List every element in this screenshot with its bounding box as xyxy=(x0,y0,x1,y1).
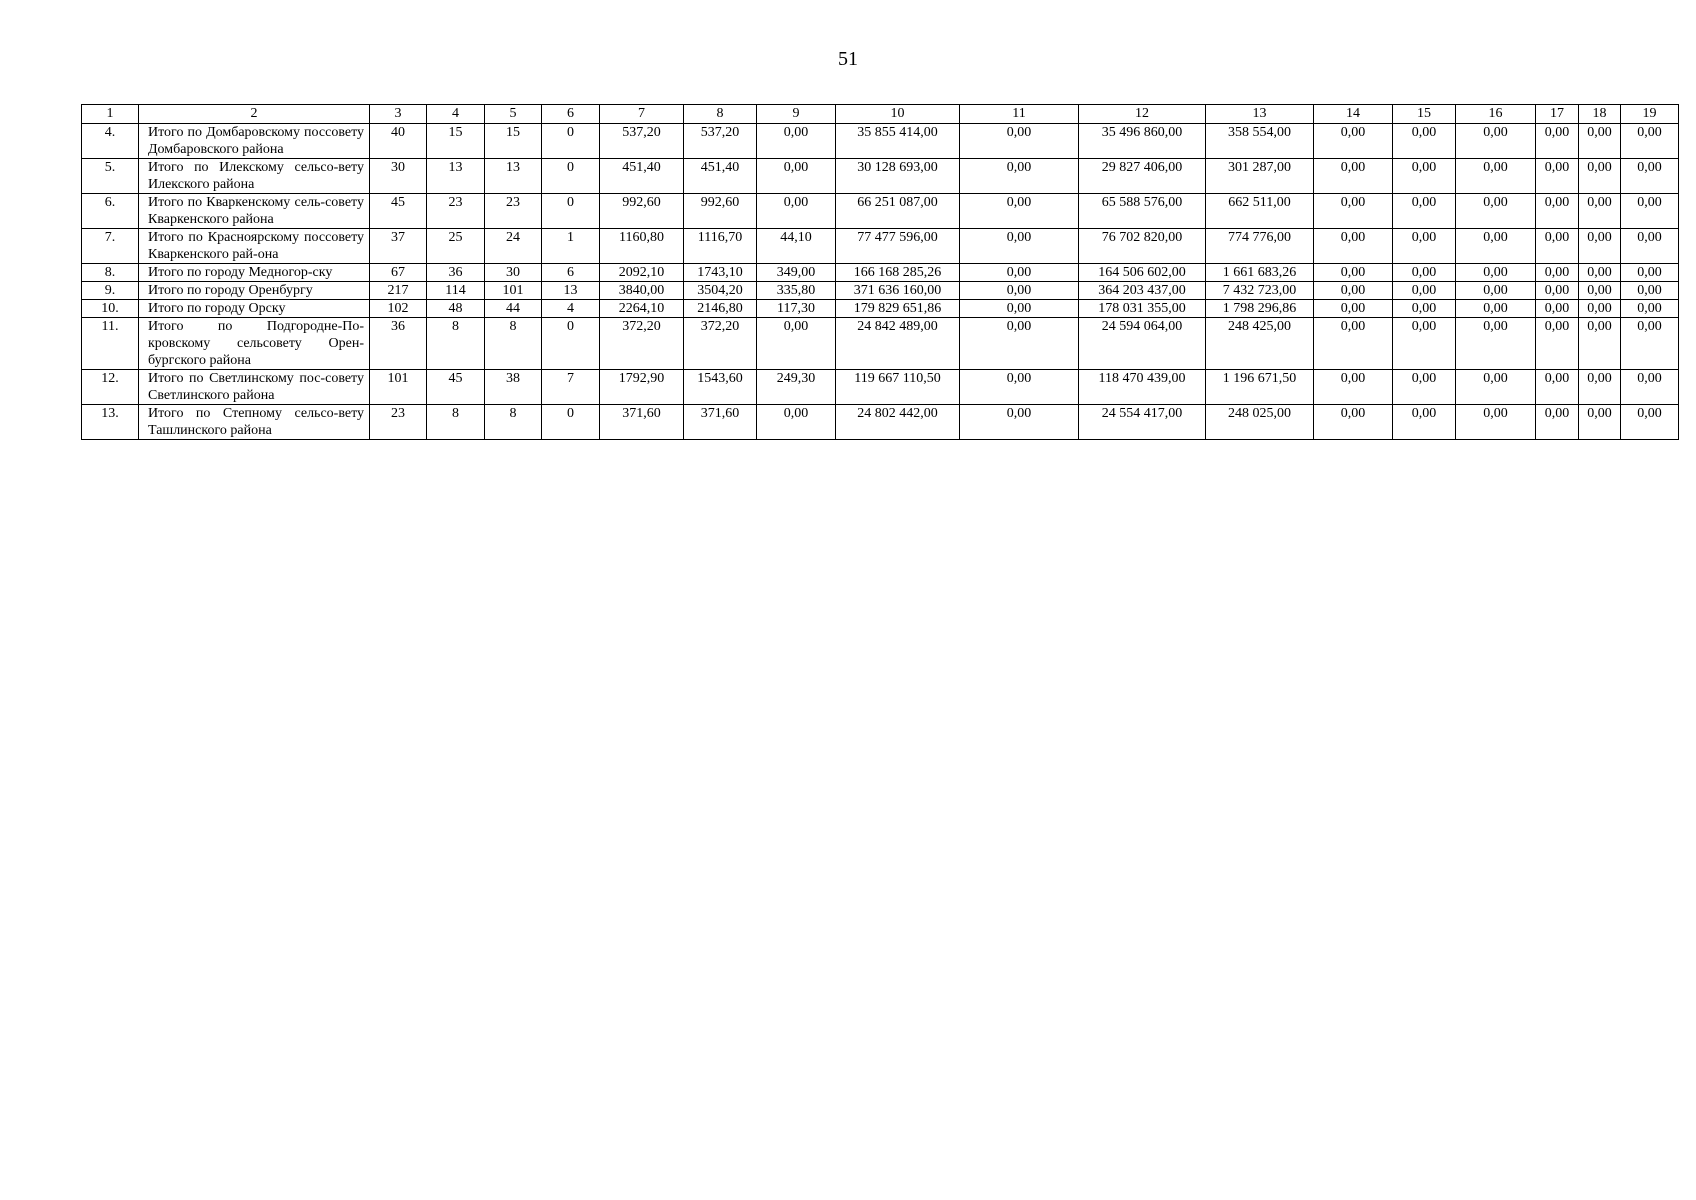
table-row xyxy=(82,159,1679,194)
value-cell: 0,00 xyxy=(1579,264,1621,282)
value-cell: 67 xyxy=(370,264,427,282)
value-cell: 2264,10 xyxy=(600,300,684,318)
table-row xyxy=(82,229,1679,264)
value-cell: 101 xyxy=(370,370,427,405)
value-cell: 0,00 xyxy=(1314,370,1393,405)
value-cell: 1 196 671,50 xyxy=(1206,370,1314,405)
value-cell: 36 xyxy=(370,318,427,370)
table-row xyxy=(82,264,1679,282)
value-cell: 364 203 437,00 xyxy=(1079,282,1206,300)
value-cell: 1 xyxy=(542,229,600,264)
value-cell: 992,60 xyxy=(600,194,684,229)
value-cell: 0,00 xyxy=(1314,194,1393,229)
value-cell: 30 xyxy=(370,159,427,194)
value-cell: 0,00 xyxy=(1579,405,1621,440)
value-cell: 0,00 xyxy=(1393,229,1456,264)
value-cell: 24 594 064,00 xyxy=(1079,318,1206,370)
column-header-5: 5 xyxy=(485,105,542,124)
value-cell: 38 xyxy=(485,370,542,405)
value-cell: 0,00 xyxy=(1456,370,1536,405)
value-cell: 0,00 xyxy=(1621,370,1679,405)
column-header-18: 18 xyxy=(1579,105,1621,124)
value-cell: 0,00 xyxy=(757,405,836,440)
value-cell: 45 xyxy=(370,194,427,229)
value-cell: 0,00 xyxy=(757,159,836,194)
value-cell: 774 776,00 xyxy=(1206,229,1314,264)
column-header-14: 14 xyxy=(1314,105,1393,124)
page-number: 51 xyxy=(838,48,858,70)
row-name-cell: Итого по Подгородне-По-кровскому сельсовету Орен-бургского района xyxy=(139,318,370,370)
value-cell: 349,00 xyxy=(757,264,836,282)
column-header-2: 2 xyxy=(139,105,370,124)
value-cell: 0,00 xyxy=(1536,124,1579,159)
value-cell: 3504,20 xyxy=(684,282,757,300)
value-cell: 451,40 xyxy=(684,159,757,194)
value-cell: 23 xyxy=(427,194,485,229)
value-cell: 24 842 489,00 xyxy=(836,318,960,370)
value-cell: 0,00 xyxy=(960,124,1079,159)
table-row xyxy=(82,194,1679,229)
value-cell: 0,00 xyxy=(1393,318,1456,370)
value-cell: 29 827 406,00 xyxy=(1079,159,1206,194)
table-body xyxy=(82,124,1679,440)
report-table xyxy=(81,104,1679,440)
value-cell: 1 661 683,26 xyxy=(1206,264,1314,282)
value-cell: 371,60 xyxy=(600,405,684,440)
value-cell: 35 496 860,00 xyxy=(1079,124,1206,159)
value-cell: 0,00 xyxy=(960,229,1079,264)
value-cell: 0,00 xyxy=(960,405,1079,440)
value-cell: 0,00 xyxy=(1456,405,1536,440)
value-cell: 0,00 xyxy=(960,300,1079,318)
value-cell: 13 xyxy=(485,159,542,194)
value-cell: 8 xyxy=(427,318,485,370)
column-header-11: 11 xyxy=(960,105,1079,124)
value-cell: 25 xyxy=(427,229,485,264)
value-cell: 66 251 087,00 xyxy=(836,194,960,229)
value-cell: 65 588 576,00 xyxy=(1079,194,1206,229)
header-row xyxy=(82,105,1679,124)
value-cell: 0,00 xyxy=(1314,282,1393,300)
value-cell: 118 470 439,00 xyxy=(1079,370,1206,405)
value-cell: 0,00 xyxy=(1393,370,1456,405)
column-header-3: 3 xyxy=(370,105,427,124)
column-header-16: 16 xyxy=(1456,105,1536,124)
value-cell: 0,00 xyxy=(1536,318,1579,370)
column-header-4: 4 xyxy=(427,105,485,124)
row-number-cell: 10. xyxy=(82,300,139,318)
value-cell: 0,00 xyxy=(1393,264,1456,282)
value-cell: 0,00 xyxy=(1536,159,1579,194)
table-row xyxy=(82,318,1679,370)
value-cell: 24 554 417,00 xyxy=(1079,405,1206,440)
value-cell: 1 798 296,86 xyxy=(1206,300,1314,318)
value-cell: 0,00 xyxy=(1621,282,1679,300)
value-cell: 178 031 355,00 xyxy=(1079,300,1206,318)
value-cell: 8 xyxy=(427,405,485,440)
value-cell: 0,00 xyxy=(960,282,1079,300)
value-cell: 24 802 442,00 xyxy=(836,405,960,440)
value-cell: 372,20 xyxy=(600,318,684,370)
report-table-container xyxy=(81,104,1678,440)
value-cell: 0,00 xyxy=(1456,194,1536,229)
row-name-cell: Итого по Илекскому сельсо-вету Илекского района xyxy=(139,159,370,194)
row-number-cell: 7. xyxy=(82,229,139,264)
value-cell: 8 xyxy=(485,405,542,440)
value-cell: 13 xyxy=(427,159,485,194)
value-cell: 0 xyxy=(542,405,600,440)
row-name-cell: Итого по Красноярскому поссовету Кваркенского рай-она xyxy=(139,229,370,264)
value-cell: 166 168 285,26 xyxy=(836,264,960,282)
value-cell: 0,00 xyxy=(757,194,836,229)
value-cell: 992,60 xyxy=(684,194,757,229)
value-cell: 372,20 xyxy=(684,318,757,370)
value-cell: 0 xyxy=(542,318,600,370)
value-cell: 537,20 xyxy=(600,124,684,159)
value-cell: 248 425,00 xyxy=(1206,318,1314,370)
value-cell: 101 xyxy=(485,282,542,300)
row-name-cell: Итого по городу Орску xyxy=(139,300,370,318)
value-cell: 0,00 xyxy=(1456,318,1536,370)
value-cell: 301 287,00 xyxy=(1206,159,1314,194)
value-cell: 0,00 xyxy=(960,264,1079,282)
value-cell: 0,00 xyxy=(1456,229,1536,264)
value-cell: 0,00 xyxy=(1456,124,1536,159)
row-name-cell: Итого по Кваркенскому сель-совету Кваркенского района xyxy=(139,194,370,229)
value-cell: 0 xyxy=(542,124,600,159)
value-cell: 0,00 xyxy=(960,370,1079,405)
row-number-cell: 12. xyxy=(82,370,139,405)
table-row xyxy=(82,282,1679,300)
value-cell: 2092,10 xyxy=(600,264,684,282)
value-cell: 37 xyxy=(370,229,427,264)
value-cell: 6 xyxy=(542,264,600,282)
value-cell: 1116,70 xyxy=(684,229,757,264)
row-name-cell: Итого по Степному сельсо-вету Ташлинского района xyxy=(139,405,370,440)
value-cell: 0,00 xyxy=(1579,318,1621,370)
value-cell: 30 128 693,00 xyxy=(836,159,960,194)
value-cell: 0,00 xyxy=(1579,194,1621,229)
column-header-19: 19 xyxy=(1621,105,1679,124)
value-cell: 0,00 xyxy=(1536,264,1579,282)
row-name-cell: Итого по Домбаровскому поссовету Домбаровского района xyxy=(139,124,370,159)
value-cell: 48 xyxy=(427,300,485,318)
value-cell: 13 xyxy=(542,282,600,300)
value-cell: 0,00 xyxy=(1393,405,1456,440)
value-cell: 44 xyxy=(485,300,542,318)
table-row xyxy=(82,370,1679,405)
value-cell: 0,00 xyxy=(960,194,1079,229)
value-cell: 0,00 xyxy=(1314,124,1393,159)
row-number-cell: 9. xyxy=(82,282,139,300)
column-header-12: 12 xyxy=(1079,105,1206,124)
value-cell: 0 xyxy=(542,194,600,229)
column-header-1: 1 xyxy=(82,105,139,124)
value-cell: 451,40 xyxy=(600,159,684,194)
value-cell: 0,00 xyxy=(1314,318,1393,370)
column-header-10: 10 xyxy=(836,105,960,124)
value-cell: 164 506 602,00 xyxy=(1079,264,1206,282)
value-cell: 7 xyxy=(542,370,600,405)
row-number-cell: 6. xyxy=(82,194,139,229)
value-cell: 15 xyxy=(485,124,542,159)
table-row xyxy=(82,405,1679,440)
value-cell: 24 xyxy=(485,229,542,264)
value-cell: 117,30 xyxy=(757,300,836,318)
value-cell: 0,00 xyxy=(1314,264,1393,282)
row-name-cell: Итого по городу Оренбургу xyxy=(139,282,370,300)
value-cell: 0,00 xyxy=(1536,300,1579,318)
value-cell: 0,00 xyxy=(1536,194,1579,229)
value-cell: 0 xyxy=(542,159,600,194)
value-cell: 3840,00 xyxy=(600,282,684,300)
value-cell: 0,00 xyxy=(1536,282,1579,300)
value-cell: 179 829 651,86 xyxy=(836,300,960,318)
value-cell: 0,00 xyxy=(1456,300,1536,318)
value-cell: 119 667 110,50 xyxy=(836,370,960,405)
column-header-7: 7 xyxy=(600,105,684,124)
value-cell: 0,00 xyxy=(1393,194,1456,229)
value-cell: 0,00 xyxy=(1621,159,1679,194)
row-number-cell: 13. xyxy=(82,405,139,440)
value-cell: 0,00 xyxy=(1456,264,1536,282)
value-cell: 0,00 xyxy=(1314,300,1393,318)
value-cell: 1160,80 xyxy=(600,229,684,264)
table-row xyxy=(82,300,1679,318)
value-cell: 76 702 820,00 xyxy=(1079,229,1206,264)
value-cell: 114 xyxy=(427,282,485,300)
value-cell: 7 432 723,00 xyxy=(1206,282,1314,300)
value-cell: 0,00 xyxy=(1536,405,1579,440)
value-cell: 0,00 xyxy=(1393,282,1456,300)
column-header-15: 15 xyxy=(1393,105,1456,124)
value-cell: 0,00 xyxy=(1393,300,1456,318)
value-cell: 0,00 xyxy=(1579,370,1621,405)
value-cell: 249,30 xyxy=(757,370,836,405)
value-cell: 0,00 xyxy=(757,318,836,370)
value-cell: 0,00 xyxy=(1314,405,1393,440)
value-cell: 0,00 xyxy=(1621,229,1679,264)
value-cell: 0,00 xyxy=(1621,124,1679,159)
value-cell: 0,00 xyxy=(1621,318,1679,370)
value-cell: 2146,80 xyxy=(684,300,757,318)
value-cell: 35 855 414,00 xyxy=(836,124,960,159)
value-cell: 30 xyxy=(485,264,542,282)
value-cell: 44,10 xyxy=(757,229,836,264)
value-cell: 371 636 160,00 xyxy=(836,282,960,300)
column-header-9: 9 xyxy=(757,105,836,124)
value-cell: 358 554,00 xyxy=(1206,124,1314,159)
value-cell: 0,00 xyxy=(1621,405,1679,440)
value-cell: 0,00 xyxy=(1393,124,1456,159)
value-cell: 0,00 xyxy=(960,318,1079,370)
value-cell: 0,00 xyxy=(1393,159,1456,194)
value-cell: 8 xyxy=(485,318,542,370)
value-cell: 248 025,00 xyxy=(1206,405,1314,440)
value-cell: 0,00 xyxy=(1314,229,1393,264)
value-cell: 335,80 xyxy=(757,282,836,300)
value-cell: 0,00 xyxy=(1536,370,1579,405)
value-cell: 0,00 xyxy=(1579,124,1621,159)
row-name-cell: Итого по городу Медногор-ску xyxy=(139,264,370,282)
value-cell: 45 xyxy=(427,370,485,405)
value-cell: 1792,90 xyxy=(600,370,684,405)
value-cell: 217 xyxy=(370,282,427,300)
row-number-cell: 11. xyxy=(82,318,139,370)
value-cell: 23 xyxy=(485,194,542,229)
value-cell: 0,00 xyxy=(757,124,836,159)
row-name-cell: Итого по Светлинскому пос-совету Светлинского района xyxy=(139,370,370,405)
value-cell: 0,00 xyxy=(1579,229,1621,264)
value-cell: 537,20 xyxy=(684,124,757,159)
column-header-8: 8 xyxy=(684,105,757,124)
value-cell: 662 511,00 xyxy=(1206,194,1314,229)
value-cell: 0,00 xyxy=(1579,159,1621,194)
value-cell: 77 477 596,00 xyxy=(836,229,960,264)
value-cell: 15 xyxy=(427,124,485,159)
value-cell: 0,00 xyxy=(1579,282,1621,300)
column-header-6: 6 xyxy=(542,105,600,124)
value-cell: 0,00 xyxy=(1456,282,1536,300)
table-row xyxy=(82,124,1679,159)
value-cell: 40 xyxy=(370,124,427,159)
value-cell: 23 xyxy=(370,405,427,440)
value-cell: 0,00 xyxy=(1621,194,1679,229)
row-number-cell: 8. xyxy=(82,264,139,282)
column-header-13: 13 xyxy=(1206,105,1314,124)
value-cell: 1743,10 xyxy=(684,264,757,282)
value-cell: 0,00 xyxy=(1621,264,1679,282)
value-cell: 0,00 xyxy=(1456,159,1536,194)
value-cell: 0,00 xyxy=(1579,300,1621,318)
row-number-cell: 4. xyxy=(82,124,139,159)
value-cell: 0,00 xyxy=(1314,159,1393,194)
value-cell: 0,00 xyxy=(1621,300,1679,318)
column-header-17: 17 xyxy=(1536,105,1579,124)
value-cell: 102 xyxy=(370,300,427,318)
value-cell: 0,00 xyxy=(960,159,1079,194)
value-cell: 1543,60 xyxy=(684,370,757,405)
value-cell: 4 xyxy=(542,300,600,318)
value-cell: 36 xyxy=(427,264,485,282)
value-cell: 371,60 xyxy=(684,405,757,440)
row-number-cell: 5. xyxy=(82,159,139,194)
value-cell: 0,00 xyxy=(1536,229,1579,264)
